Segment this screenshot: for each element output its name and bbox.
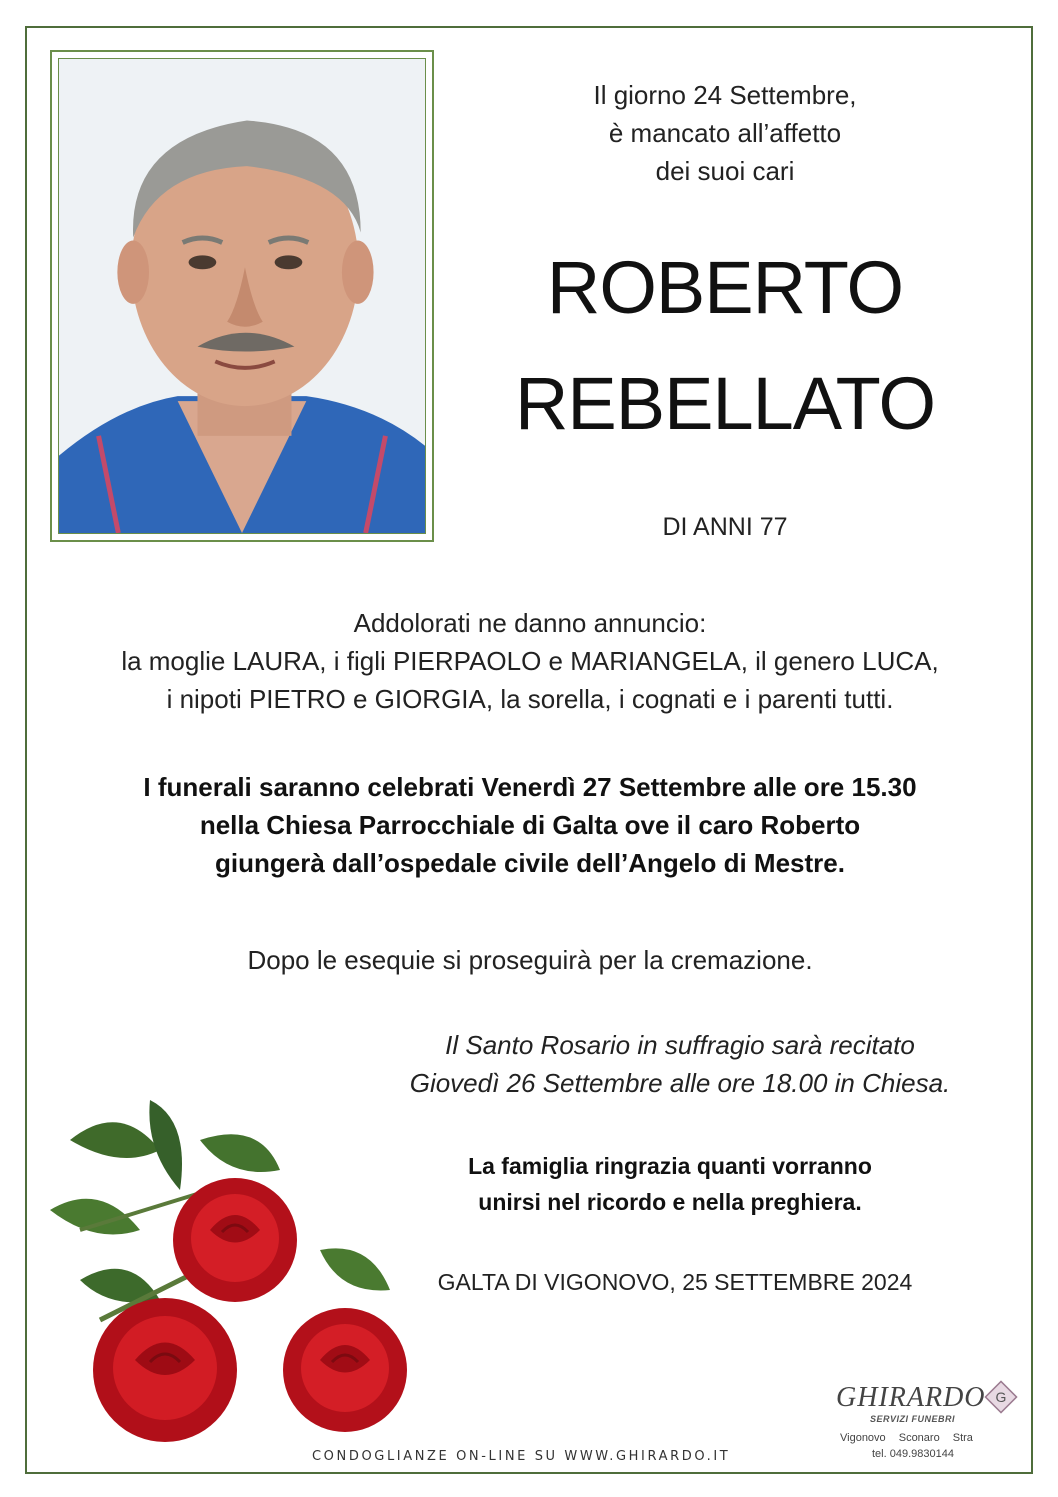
intro-line: Il giorno 24 Settembre,	[593, 80, 857, 110]
announce-line: Addolorati ne danno annuncio:	[353, 608, 707, 638]
thanks-line: La famiglia ringrazia quanti vorranno	[468, 1153, 872, 1179]
funeral-details	[40, 768, 1020, 882]
announce-line: i nipoti PIETRO e GIORGIA, la sorella, i cognati e i parenti tutti.	[166, 684, 894, 714]
deceased-last-name: REBELLATO	[514, 362, 936, 445]
deceased-first-name: ROBERTO	[546, 246, 904, 329]
logo-name: GHIRARDO	[836, 1382, 986, 1413]
rosary-line: Giovedì 26 Settembre alle ore 18.00 in Chiesa.	[409, 1068, 951, 1098]
portrait-illustration	[59, 59, 425, 533]
condolences-footer: CONDOGLIANZE ON-LINE SU WWW.GHIRARDO.IT	[312, 1449, 731, 1464]
intro-line: è mancato all’affetto	[608, 118, 842, 148]
thanks-line: unirsi nel ricordo e nella preghiera.	[478, 1189, 862, 1215]
red-roses-image	[40, 1080, 430, 1470]
logo-diamond-icon	[984, 1380, 1018, 1414]
portrait-frame	[50, 50, 434, 542]
deceased-age: DI ANNI 77	[662, 513, 788, 541]
rosary-note	[340, 1026, 1020, 1102]
rosary-line: Il Santo Rosario in suffragio sarà recitato	[445, 1030, 915, 1060]
logo-places: Vigonovo Sconaro Stra	[840, 1432, 973, 1444]
funeral-line: nella Chiesa Parrocchiale di Galta ove il caro Roberto	[199, 810, 861, 840]
intro-text	[520, 76, 930, 190]
logo-mark-letter: G	[995, 1389, 1007, 1405]
portrait-photo	[58, 58, 426, 534]
logo-subtitle: SERVIZI FUNEBRI	[870, 1414, 956, 1424]
logo-phone: tel. 049.9830144	[872, 1448, 954, 1460]
funeral-home-logo	[836, 1378, 1026, 1468]
place-and-date: GALTA DI VIGONOVO, 25 SETTEMBRE 2024	[437, 1269, 913, 1295]
announce-line: la moglie LAURA, i figli PIERPAOLO e MARIANGELA, il genero LUCA,	[121, 646, 939, 676]
funeral-line: I funerali saranno celebrati Venerdì 27 Settembre alle ore 15.30	[143, 772, 917, 802]
funeral-line: giungerà dall’ospedale civile dell’Angelo di Mestre.	[215, 848, 845, 878]
family-thanks	[410, 1148, 930, 1220]
intro-line: dei suoi cari	[655, 156, 795, 186]
announcement-block	[40, 604, 1020, 718]
cremation-note: Dopo le esequie si proseguirà per la cremazione.	[247, 945, 813, 975]
